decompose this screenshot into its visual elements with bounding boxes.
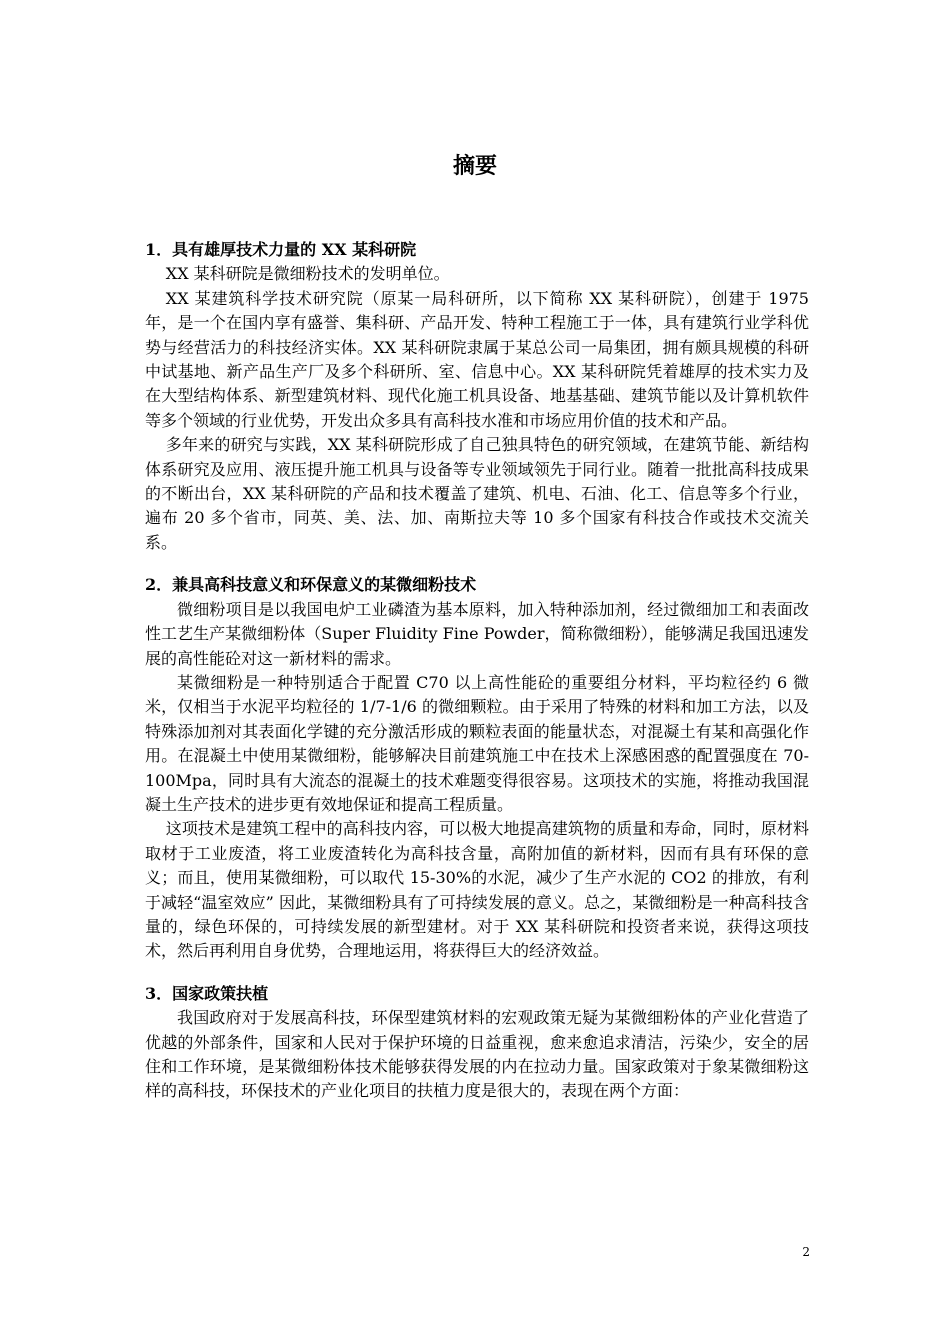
page-number: 2 (802, 1245, 810, 1259)
section-1-paragraph: XX 某科研院是微细粉技术的发明单位。 (165, 264, 450, 284)
section-3-heading: 3．国家政策扶植 (145, 983, 269, 1003)
section-2-paragraph: 这项技术是建筑工程中的高科技内容，可以极大地提高建筑物的质量和寿命，同时，原材料取材于工业废渣，将工业废渣转化为高科技含量，高附加值的新材料，因而有具有环保的意义；而且，使用某微细粉，可以取代 15-30%的水泥，减少了生产水泥的 CO2 的排放，有利于减轻“温室效应” 因此，某微细粉具有了可持续发展的意义。总之，某微细粉是一种高科技含量的，绿色环保的，可持续发展的新型建材。对于 XX 某科研院和投资者来说，获得这项技术，然后再利用自身优势，合理地运用，将获得巨大的经济效益。 (145, 819, 809, 961)
document-body (145, 238, 809, 1104)
section-1-paragraph: XX 某建筑科学技术研究院（原某一局科研所，以下简称 XX 某科研院），创建于 1975 年，是一个在国内享有盛誉、集科研、产品开发、特种工程施工于一体，具有建筑行业学科优势与经营活力的科技经济实体。XX 某科研院隶属于某总公司一局集团，拥有颇具规模的科研中试基地、新产品生产厂及多个科研所、室、信息中心。XX 某科研院凭着雄厚的技术实力及在大型结构体系、新型建筑材料、现代化施工机具设备、地基基础、建筑节能以及计算机软件等多个领域的行业优势，开发出众多具有高科技水准和市场应用价值的技术和产品。 (145, 288, 809, 430)
page-title: 摘要 (452, 153, 497, 179)
section-1-paragraph: 多年来的研究与实践，XX 某科研院形成了自己独具特色的研究领域，在建筑节能、新结构体系研究及应用、液压提升施工机具与设备等专业领域领先于同行业。随着一批批高科技成果的不断出台，XX 某科研院的产品和技术覆盖了建筑、机电、石油、化工、信息等多个行业，遍布 20 多个省市，同英、美、法、加、南斯拉夫等 10 多个国家有科技合作或技术交流关系。 (145, 435, 809, 552)
section-3-paragraph: 我国政府对于发展高科技，环保型建筑材料的宏观政策无疑为某微细粉体的产业化营造了优越的外部条件，国家和人民对于保护环境的日益重视，愈来愈追求清洁，污染少，安全的居住和工作环境，是某微细粉体技术能够获得发展的内在拉动力量。国家政策对于象某微细粉这样的高科技，环保技术的产业化项目的扶植力度是很大的，表现在两个方面： (145, 1008, 809, 1101)
section-1-heading: 1．具有雄厚技术力量的 XX 某科研院 (145, 240, 417, 259)
section-2-paragraph: 微细粉项目是以我国电炉工业磷渣为基本原料，加入特种添加剂，经过微细加工和表面改性工艺生产某微细粉体（Super Fluidity Fine Powder，简称微细粉），能够满足我国迅速发展的高性能砼对这一新材料的需求。 (145, 599, 809, 668)
section-2-heading: 2．兼具高科技意义和环保意义的某微细粉技术 (145, 575, 477, 595)
section-2-paragraph: 某微细粉是一种特别适合于配置 C70 以上高性能砼的重要组分材料，平均粒径约 6 微米，仅相当于水泥平均粒径的 1/7-1/6 的微细颗粒。由于采用了特殊的材料和加工方法，以及特殊添加剂对其表面化学键的充分激活形成的颗粒表面的能量状态，对混凝土有某和高强化作用。在混凝土中使用某微细粉，能够解决目前建筑施工中在技术上深感困惑的配置强度在 70-100Mpa，同时具有大流态的混凝土的技术难题变得很容易。这项技术的实施，将推动我国混凝土生产技术的进步更有效地保证和提高工程质量。 (145, 672, 809, 814)
